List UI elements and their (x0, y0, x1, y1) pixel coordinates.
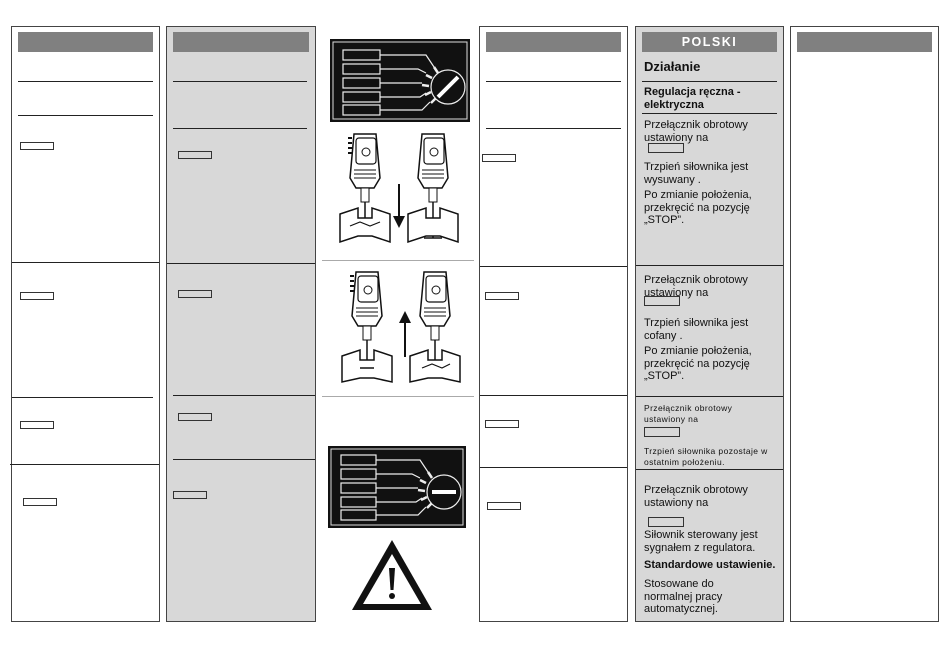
divider (480, 395, 627, 396)
mode-box-extend (648, 143, 684, 153)
extend-switch-text: Przełącznik obrotowy ustawiony na (644, 119, 748, 144)
retract-result-text: Trzpień siłownika jest cofany . (644, 317, 749, 342)
mode-box-retract (644, 296, 680, 306)
divider (480, 467, 627, 468)
divider (322, 260, 474, 261)
divider (642, 81, 777, 82)
divider (18, 81, 153, 82)
column-2 (166, 26, 316, 622)
column-6 (790, 26, 939, 622)
divider (12, 397, 153, 398)
mode-box (173, 491, 207, 499)
actuator-icon (406, 268, 462, 386)
divider (636, 265, 783, 266)
mode-box (178, 413, 212, 421)
auto-usage-text: Stosowane do normalnej pracy automatycznej. (644, 578, 723, 615)
mode-box (485, 292, 519, 300)
mode-box (485, 420, 519, 428)
mode-box (178, 290, 212, 298)
mode-box (482, 154, 516, 162)
divider (173, 459, 315, 460)
mode-box (20, 421, 54, 429)
auto-standard-text: Standardowe ustawienie. (644, 559, 776, 571)
column-header (173, 32, 309, 52)
column-polski (635, 26, 784, 622)
divider (10, 464, 159, 465)
extend-after-text: Po zmianie położenia, przekręcić na pozycję „STOP”. (644, 189, 752, 226)
rotary-switch-icon (330, 39, 470, 122)
mode-box (20, 142, 54, 150)
language-header-text: POLSKI (681, 35, 738, 49)
retract-switch-text: Przełącznik obrotowy ustawiony na (644, 274, 748, 299)
warning-icon (350, 538, 434, 612)
column-1 (11, 26, 160, 622)
column-4 (479, 26, 628, 622)
mode-box-auto (648, 517, 684, 527)
extend-result-text: Trzpień siłownika jest wysuwany . (644, 161, 749, 186)
column-header (18, 32, 153, 52)
divider (167, 263, 315, 264)
actuator-icon (404, 130, 460, 248)
divider (636, 396, 783, 397)
column-header (797, 32, 932, 52)
divider (480, 266, 627, 267)
actuator-icon (336, 130, 392, 248)
mode-box (178, 151, 212, 159)
actuator-icon (338, 268, 394, 386)
column-header (486, 32, 621, 52)
mode-box (20, 292, 54, 300)
mode-box (487, 502, 521, 510)
divider (486, 81, 621, 82)
section-title: Działanie (644, 59, 701, 74)
divider (173, 81, 307, 82)
divider (486, 128, 621, 129)
stop-switch-text: Przełącznik obrotowy ustawiony na (644, 403, 733, 424)
illustration-column (322, 26, 474, 622)
mode-box-stop (644, 427, 680, 437)
mode-box (23, 498, 57, 506)
auto-result-text: Siłownik sterowany jest sygnałem z regulatora. (644, 529, 758, 554)
divider (636, 469, 783, 470)
stop-result-text: Trzpień siłownika pozostaje w ostatnim położeniu. (644, 446, 768, 467)
divider (173, 128, 307, 129)
divider (173, 395, 315, 396)
divider (322, 396, 474, 397)
rotary-switch-icon (328, 446, 466, 528)
divider (18, 115, 153, 116)
divider (12, 262, 159, 263)
language-header (642, 32, 777, 52)
divider (642, 113, 777, 114)
auto-switch-text: Przełącznik obrotowy ustawiony na (644, 484, 748, 509)
retract-after-text: Po zmianie położenia, przekręcić na pozycję „STOP”. (644, 345, 752, 382)
subtitle: Regulacja ręczna - elektryczna (644, 86, 741, 111)
